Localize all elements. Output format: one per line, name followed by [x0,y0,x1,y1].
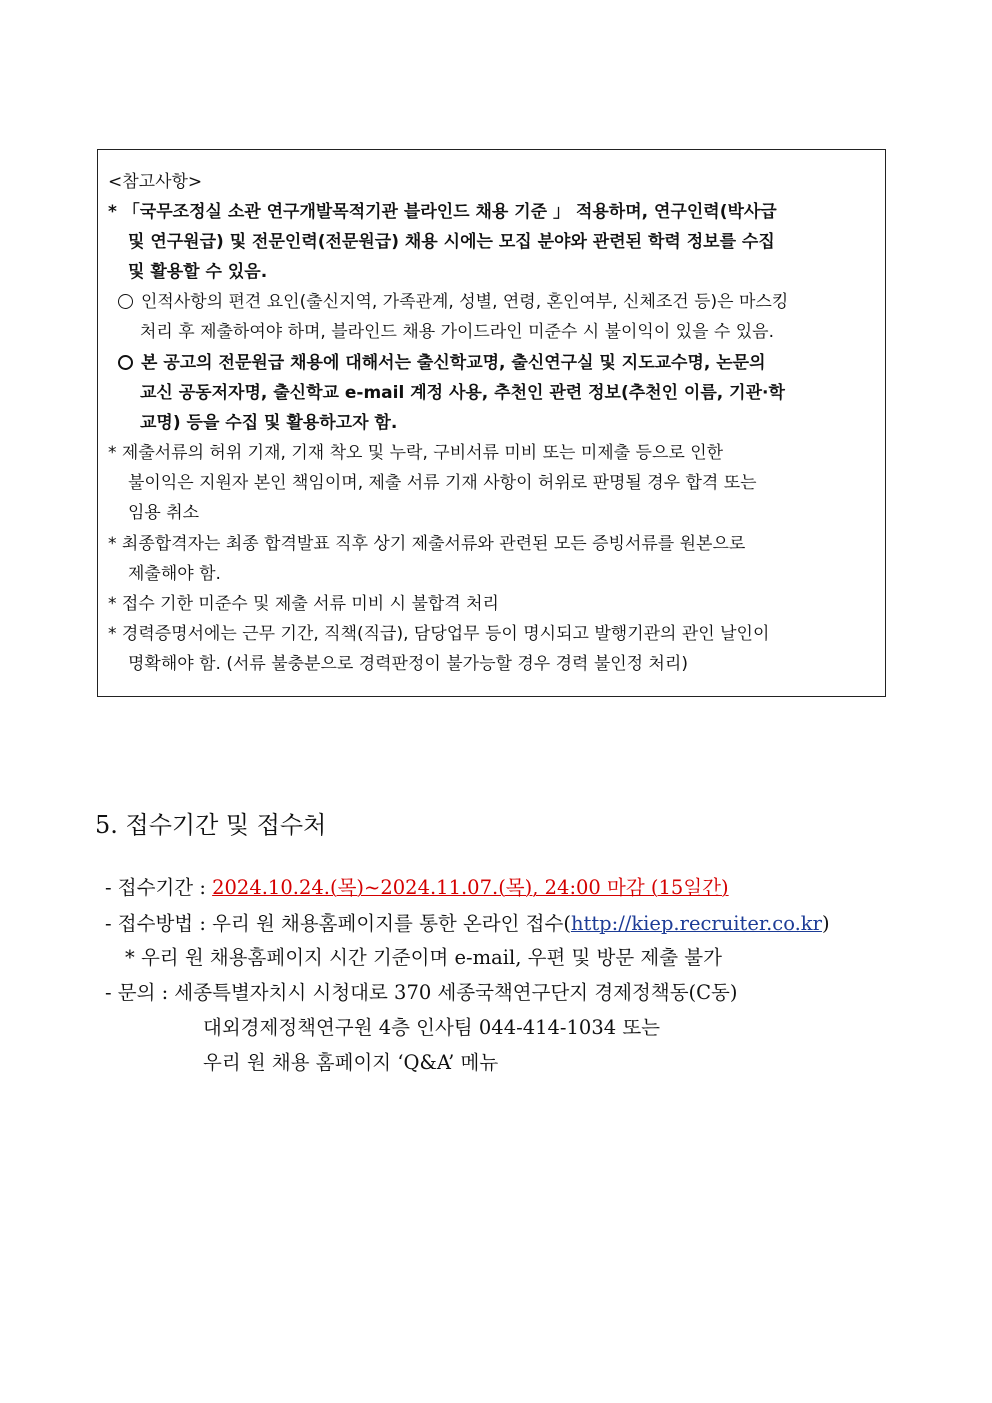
notice-line-5: 처리 후 제출하여야 하며, 블라인드 채용 가이드라인 미준수 시 불이익이 있을 수 있음. [140,322,775,342]
contact-line-3: 우리 원 채용 홈페이지 ‘Q&A’ 메뉴 [203,1051,499,1074]
method-label: - 접수방법 : 우리 원 채용홈페이지를 통한 온라인 접수( [105,912,571,935]
notice-line-14: * 접수 기한 미준수 및 제출 서류 미비 시 불합격 처리 [108,594,499,614]
notice-line-7: 교신 공동저자명, 출신학교 e-mail 계정 사용, 추천인 관련 정보(추천인 이름, 기관·학 [140,383,785,403]
method-line [105,908,830,936]
method-close: ) [821,912,830,935]
notice-line-6-text: 본 공고의 전문원급 채용에 대해서는 출신학교명, 출신연구실 및 지도교수명, 논문의 [141,353,766,373]
circle-bullet-icon [118,355,133,370]
period-line [105,872,729,900]
notice-line-11: 임용 취소 [128,503,200,523]
method-note: * 우리 원 채용홈페이지 시간 기준이며 e-mail, 우편 및 방문 제출 불가 [125,946,722,969]
notice-line-6 [118,352,766,374]
notice-box [97,149,886,697]
notice-heading: <참고사항> [108,172,203,192]
notice-line-15: * 경력증명서에는 근무 기간, 직책(직급), 담당업무 등이 명시되고 발행기관의 관인 날인이 [108,624,770,644]
notice-line-2: 및 연구원급) 및 전문인력(전문원급) 채용 시에는 모집 분야와 관련된 학력 정보를 수집 [128,232,775,252]
section-title: 5. 접수기간 및 접수처 [95,811,327,839]
notice-line-13: 제출해야 함. [128,564,221,584]
contact-line-2: 대외경제정책연구원 4층 인사팀 044-414-1034 또는 [203,1016,660,1039]
notice-line-16: 명확해야 함. (서류 불충분으로 경력판정이 불가능할 경우 경력 불인정 처리) [128,654,688,674]
notice-line-1: * 「국무조정실 소관 연구개발목적기관 블라인드 채용 기준 」 적용하며, 연구인력(박사급 [108,202,777,222]
notice-line-8: 교명) 등을 수집 및 활용하고자 함. [140,413,398,433]
notice-line-3: 및 활용할 수 있음. [128,262,268,282]
notice-line-9: * 제출서류의 허위 기재, 기재 착오 및 누락, 구비서류 미비 또는 미제출 등으로 인한 [108,443,724,463]
recruit-site-link[interactable]: http://kiep.recruiter.co.kr [570,912,822,935]
notice-line-4-text: 인적사항의 편견 요인(출신지역, 가족관계, 성별, 연령, 혼인여부, 신체조건 등)은 마스킹 [141,292,789,312]
period-label: - 접수기간 : [105,876,213,899]
notice-line-10: 불이익은 지원자 본인 책임이며, 제출 서류 기재 사항이 허위로 판명될 경우 합격 또는 [128,473,757,493]
notice-line-12: * 최종합격자는 최종 합격발표 직후 상기 제출서류와 관련된 모든 증빙서류를 원본으로 [108,534,746,554]
circle-bullet-icon [118,294,133,309]
period-value: 2024.10.24.(목)~2024.11.07.(목), 24:00 마감 (15일간) [212,876,729,899]
contact-line-1: - 문의 : 세종특별자치시 시청대로 370 세종국책연구단지 경제정책동(C동) [105,981,738,1004]
notice-line-4 [118,291,788,313]
